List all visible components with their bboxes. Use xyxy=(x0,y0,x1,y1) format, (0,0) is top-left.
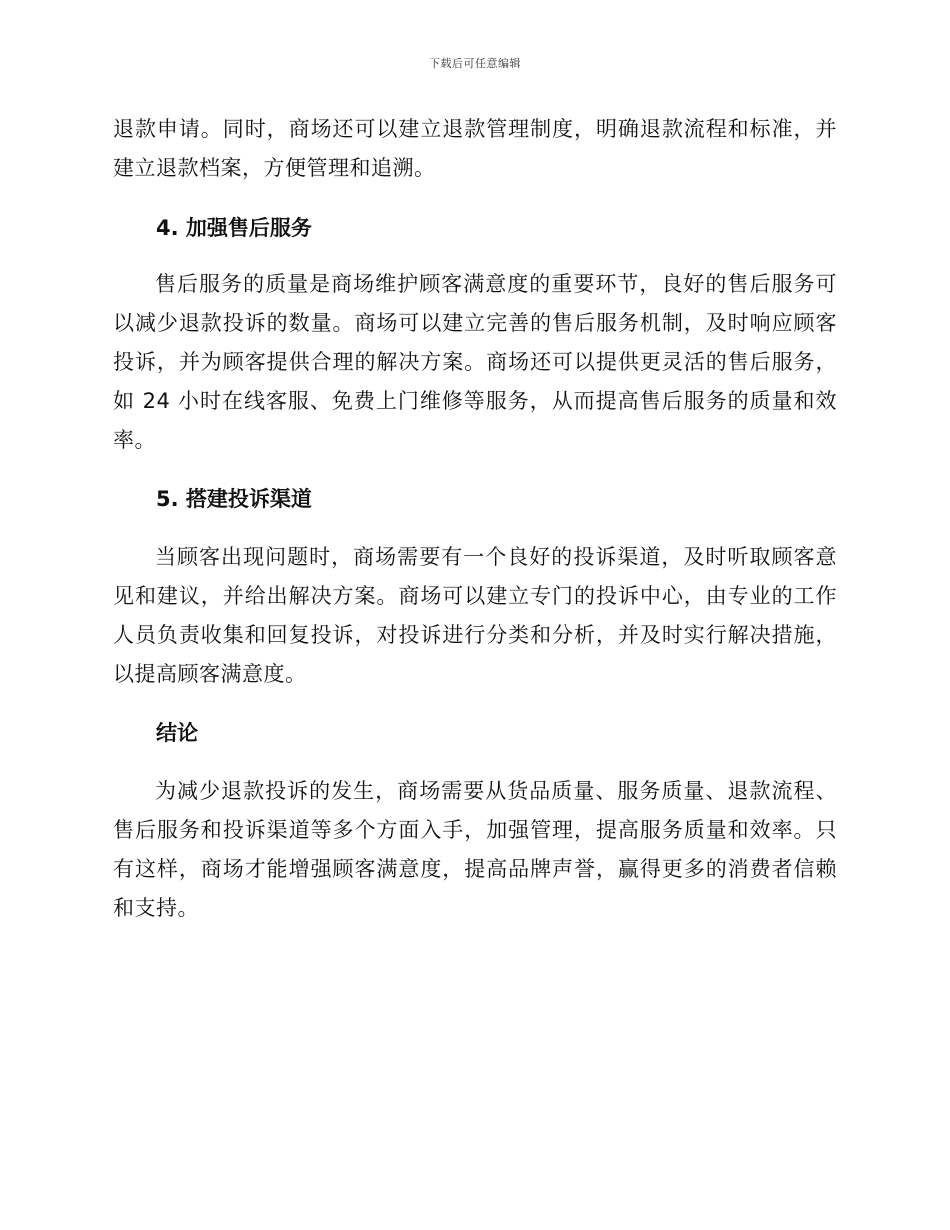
document-body xyxy=(113,110,837,928)
section-4-heading: 4. 加强售后服务 xyxy=(156,216,312,240)
continuation-paragraph: 退款申请。同时，商场还可以建立退款管理制度，明确退款流程和标准，并建立退款档案，方便管理和追溯。 xyxy=(113,117,837,180)
conclusion-paragraph: 为减少退款投诉的发生，商场需要从货品质量、服务质量、退款流程、售后服务和投诉渠道等多个方面入手，加强管理，提高服务质量和效率。只有这样，商场才能增强顾客满意度，提高品牌声誉，赢得更多的消费者信赖和支持。 xyxy=(113,779,837,920)
page-header-note: 下载后可任意编辑 xyxy=(429,57,521,70)
section-5-heading: 5. 搭建投诉渠道 xyxy=(156,487,312,511)
conclusion-heading: 结论 xyxy=(156,721,198,745)
section-4-paragraph: 售后服务的质量是商场维护顾客满意度的重要环节，良好的售后服务可以减少退款投诉的数量。商场可以建立完善的售后服务机制，及时响应顾客投诉，并为顾客提供合理的解决方案。商场还可以提供更灵活的售后服务，如 24 小时在线客服、免费上门维修等服务，从而提高售后服务的质量和效率。 xyxy=(113,272,837,452)
section-5-paragraph: 当顾客出现问题时，商场需要有一个良好的投诉渠道，及时听取顾客意见和建议，并给出解决方案。商场可以建立专门的投诉中心，由专业的工作人员负责收集和回复投诉，对投诉进行分类和分析，并及时实行解决措施，以提高顾客满意度。 xyxy=(113,545,837,686)
